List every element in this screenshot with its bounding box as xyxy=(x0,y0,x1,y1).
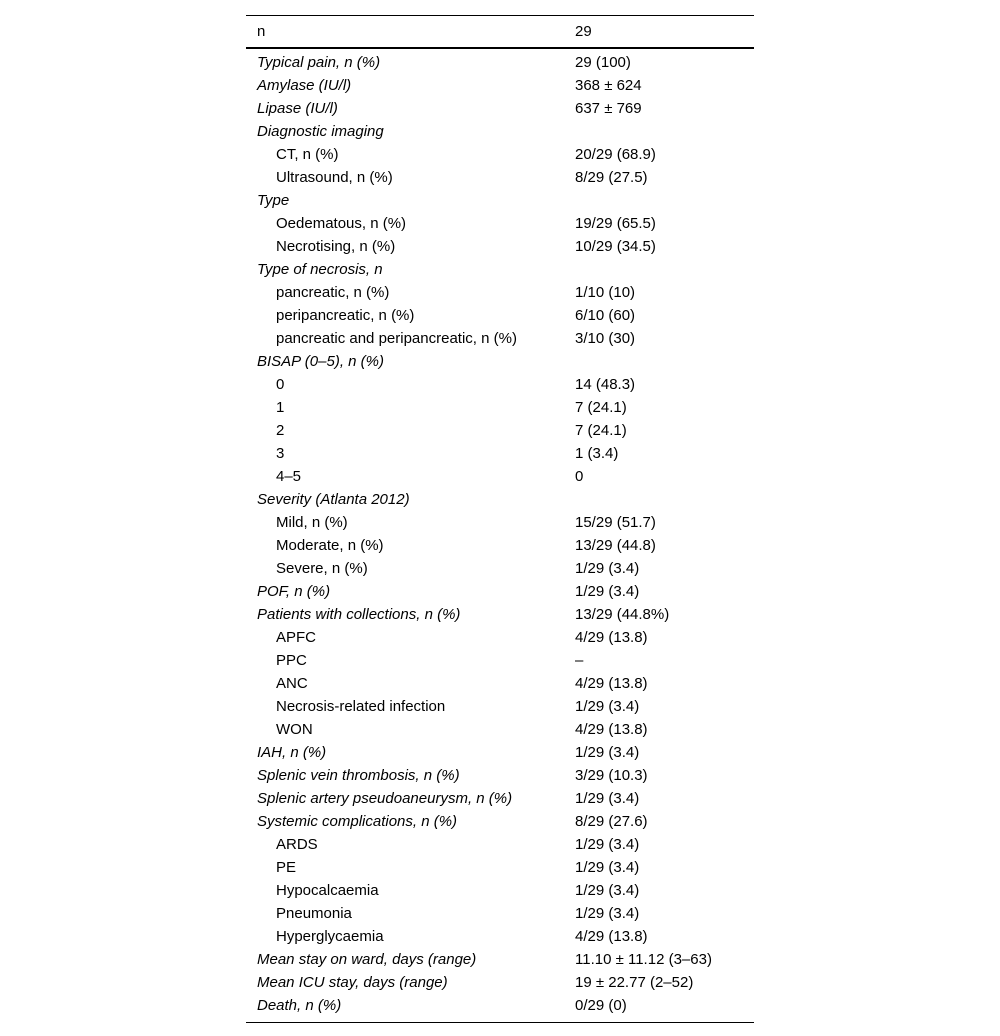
row-value: 1/29 (3.4) xyxy=(575,583,640,600)
row-value: 637 ± 769 xyxy=(575,100,642,117)
row-label: ANC xyxy=(276,675,308,692)
table-row xyxy=(246,695,754,718)
table-row xyxy=(246,626,754,649)
row-value: 1/29 (3.4) xyxy=(575,744,640,761)
table-row xyxy=(246,120,754,143)
row-value: 10/29 (34.5) xyxy=(575,238,656,255)
table-row xyxy=(246,833,754,856)
row-label: Systemic complications, n (%) xyxy=(257,813,458,830)
table-row xyxy=(246,281,754,304)
table-row xyxy=(246,465,754,488)
row-label: Oedematous, n (%) xyxy=(276,215,407,232)
row-label: Patients with collections, n (%) xyxy=(257,606,461,623)
row-value: 4/29 (13.8) xyxy=(575,629,648,646)
row-value: 8/29 (27.5) xyxy=(575,169,648,186)
table-container xyxy=(246,15,754,1023)
header-row xyxy=(246,16,754,49)
row-label: ARDS xyxy=(276,836,318,853)
table-row xyxy=(246,373,754,396)
table-row xyxy=(246,143,754,166)
row-label: Pneumonia xyxy=(276,905,352,922)
row-value xyxy=(564,350,754,373)
row-value: 1/29 (3.4) xyxy=(575,560,640,577)
table-row xyxy=(246,557,754,580)
row-label: WON xyxy=(276,721,313,738)
row-label: Hypocalcaemia xyxy=(276,882,379,899)
row-label: Type xyxy=(257,192,290,209)
row-value: 1/29 (3.4) xyxy=(575,836,640,853)
row-value: 368 ± 624 xyxy=(575,77,642,94)
row-label: 2 xyxy=(276,422,285,439)
row-label: Mild, n (%) xyxy=(276,514,348,531)
table-row xyxy=(246,511,754,534)
table-row xyxy=(246,603,754,626)
table-row xyxy=(246,649,754,672)
row-value: 1/29 (3.4) xyxy=(575,882,640,899)
row-label: POF, n (%) xyxy=(257,583,331,600)
row-value: 1/29 (3.4) xyxy=(575,698,640,715)
header-label: n xyxy=(257,23,266,40)
table-row xyxy=(246,74,754,97)
table-row xyxy=(246,810,754,833)
table-row xyxy=(246,488,754,511)
row-label: Splenic vein thrombosis, n (%) xyxy=(257,767,460,784)
table-row xyxy=(246,879,754,902)
row-value: 6/10 (60) xyxy=(575,307,636,324)
row-value: 20/29 (68.9) xyxy=(575,146,656,163)
table-row xyxy=(246,350,754,373)
row-label: 0 xyxy=(276,376,285,393)
table-row xyxy=(246,97,754,120)
row-label: Amylase (IU/l) xyxy=(257,77,352,94)
table-row xyxy=(246,258,754,281)
row-value: 4/29 (13.8) xyxy=(575,928,648,945)
row-label: Lipase (IU/l) xyxy=(257,100,338,117)
row-label: BISAP (0–5), n (%) xyxy=(257,353,384,370)
row-label: peripancreatic, n (%) xyxy=(276,307,415,324)
row-value: 19 ± 22.77 (2–52) xyxy=(575,974,694,991)
table-row xyxy=(246,718,754,741)
row-value: 14 (48.3) xyxy=(575,376,636,393)
row-label: Type of necrosis, n xyxy=(257,261,383,278)
table-row xyxy=(246,948,754,971)
table-row xyxy=(246,235,754,258)
table-row xyxy=(246,327,754,350)
table-row xyxy=(246,304,754,327)
row-value: 11.10 ± 11.12 (3–63) xyxy=(575,951,712,968)
row-label: pancreatic and peripancreatic, n (%) xyxy=(276,330,517,347)
row-label: IAH, n (%) xyxy=(257,744,327,761)
row-value: 1 (3.4) xyxy=(575,445,619,462)
row-label: Moderate, n (%) xyxy=(276,537,384,554)
row-label: Typical pain, n (%) xyxy=(257,54,381,71)
row-value: 1/29 (3.4) xyxy=(575,790,640,807)
row-label: PE xyxy=(276,859,297,876)
row-label: Hyperglycaemia xyxy=(276,928,384,945)
row-label: Ultrasound, n (%) xyxy=(276,169,393,186)
row-value: 29 (100) xyxy=(575,54,631,71)
row-label: APFC xyxy=(276,629,317,646)
row-value: 8/29 (27.6) xyxy=(575,813,648,830)
row-value: 0 xyxy=(575,468,584,485)
row-value: 1/10 (10) xyxy=(575,284,636,301)
header-value: 29 xyxy=(575,23,592,40)
table-body xyxy=(246,48,754,1023)
row-label: Diagnostic imaging xyxy=(257,123,384,140)
row-value: 1/29 (3.4) xyxy=(575,859,640,876)
row-value: 4/29 (13.8) xyxy=(575,675,648,692)
table-row xyxy=(246,971,754,994)
table-row xyxy=(246,534,754,557)
table-row xyxy=(246,580,754,603)
row-label: 1 xyxy=(276,399,285,416)
row-value: 7 (24.1) xyxy=(575,399,627,416)
row-value: 3/10 (30) xyxy=(575,330,636,347)
row-value: 3/29 (10.3) xyxy=(575,767,648,784)
table-row xyxy=(246,925,754,948)
row-label: pancreatic, n (%) xyxy=(276,284,390,301)
row-value xyxy=(564,189,754,212)
row-value: 13/29 (44.8%) xyxy=(575,606,670,623)
row-value xyxy=(564,120,754,143)
row-label: 4–5 xyxy=(276,468,302,485)
row-label: Splenic artery pseudoaneurysm, n (%) xyxy=(257,790,513,807)
row-label: Mean ICU stay, days (range) xyxy=(257,974,448,991)
table-row xyxy=(246,902,754,925)
row-value: 0/29 (0) xyxy=(575,997,627,1014)
row-label: Necrotising, n (%) xyxy=(276,238,396,255)
table-row xyxy=(246,212,754,235)
row-label: Death, n (%) xyxy=(257,997,342,1014)
table-row xyxy=(246,396,754,419)
row-value: 7 (24.1) xyxy=(575,422,627,439)
table-row xyxy=(246,442,754,465)
table-row xyxy=(246,787,754,810)
row-value xyxy=(564,258,754,281)
table-row xyxy=(246,419,754,442)
row-label: Mean stay on ward, days (range) xyxy=(257,951,477,968)
table-row xyxy=(246,672,754,695)
row-value: 13/29 (44.8) xyxy=(575,537,656,554)
table-row xyxy=(246,48,754,74)
table-row xyxy=(246,166,754,189)
row-label: Necrosis-related infection xyxy=(276,698,446,715)
row-value: 19/29 (65.5) xyxy=(575,215,656,232)
row-value: 4/29 (13.8) xyxy=(575,721,648,738)
table-header xyxy=(246,16,754,49)
row-label: 3 xyxy=(276,445,285,462)
row-label: Severe, n (%) xyxy=(276,560,368,577)
row-value xyxy=(564,488,754,511)
table-row xyxy=(246,994,754,1023)
row-value: 1/29 (3.4) xyxy=(575,905,640,922)
row-value: 15/29 (51.7) xyxy=(575,514,656,531)
row-label: PPC xyxy=(276,652,307,669)
table-row xyxy=(246,856,754,879)
row-value: – xyxy=(575,652,584,669)
data-table xyxy=(246,15,754,1023)
row-label: CT, n (%) xyxy=(276,146,339,163)
table-row xyxy=(246,764,754,787)
table-row xyxy=(246,189,754,212)
row-label: Severity (Atlanta 2012) xyxy=(257,491,410,508)
table-row xyxy=(246,741,754,764)
